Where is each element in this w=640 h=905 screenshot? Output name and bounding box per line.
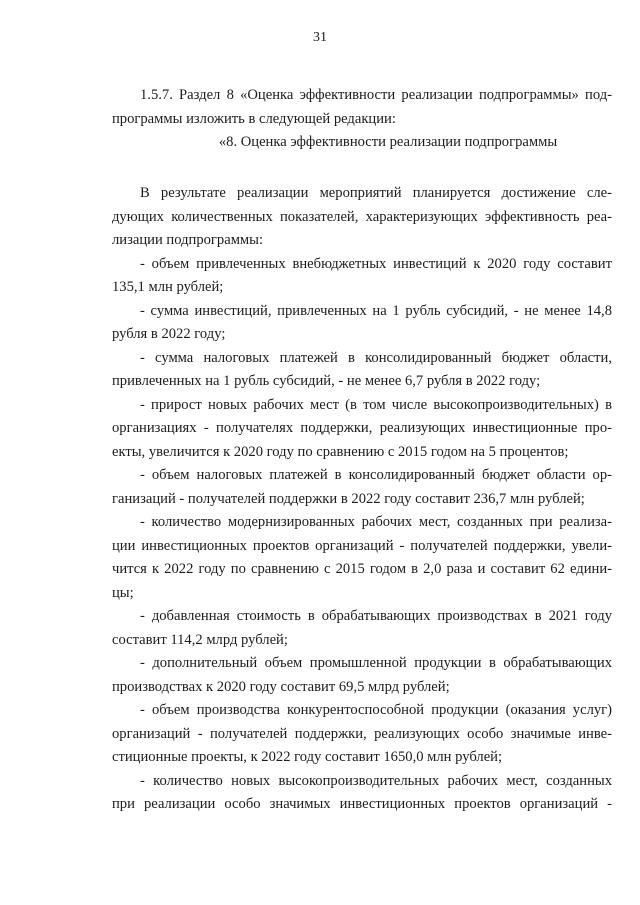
- list-item-line: - добавленная стоимость в обрабатывающих производствах в 2021 году: [140, 608, 612, 624]
- list-item-line: чится к 2022 году по сравнению с 2015 годом в 2,0 раза и составит 62 едини-: [112, 561, 612, 577]
- text-line: лизации подпрограммы:: [112, 232, 264, 248]
- list-item-line: организаций - получателей поддержки, реализующих особо значимые инве-: [112, 725, 612, 742]
- list-item-line: рубля в 2022 году;: [112, 326, 226, 342]
- list-item-line: составит 114,2 млрд рублей;: [112, 631, 288, 648]
- list-item-line: - прирост новых рабочих мест (в том числе высокопроизводительных) в: [140, 396, 612, 413]
- text-line: дующих количественных показателей, характеризующих эффективность реа-: [112, 208, 612, 225]
- list-item-line: екты, увеличится к 2020 году по сравнению с 2015 годом на 5 процентов;: [112, 443, 569, 460]
- list-item-line: - сумма налоговых платежей в консолидированный бюджет области,: [140, 349, 612, 366]
- list-item-line: - сумма инвестиций, привлеченных на 1 рубль субсидий, - не менее 14,8: [140, 302, 612, 319]
- text-line: программы изложить в следующей редакции:: [112, 110, 396, 127]
- text-line: 1.5.7. Раздел 8 «Оценка эффективности реализации подпрограммы» под-: [140, 87, 612, 103]
- list-item-line: 135,1 млн рублей;: [112, 279, 224, 295]
- list-item-line: - количество модернизированных рабочих мест, созданных при реализа-: [140, 514, 612, 530]
- list-item-line: - дополнительный объем промышленной продукции в обрабатывающих: [140, 655, 612, 671]
- section-heading: «8. Оценка эффективности реализации подпрограммы: [218, 134, 558, 150]
- list-item-line: стиционные проекты, к 2022 году составит 1650,0 млн рублей;: [112, 749, 503, 765]
- list-item-line: цы;: [112, 584, 134, 601]
- list-item-line: - объем производства конкурентоспособной продукции (оказания услуг): [140, 702, 612, 718]
- list-item-line: - количество новых высокопроизводительных рабочих мест, созданных: [140, 772, 612, 789]
- intro-paragraph: [112, 84, 612, 155]
- list-item-line: - объем налоговых платежей в консолидированный бюджет области ор-: [140, 467, 612, 483]
- list-item-line: организациях - получателях поддержки, реализующих инвестиционные про-: [112, 420, 612, 436]
- page-number: 31: [313, 30, 327, 45]
- list-item-line: ганизаций - получателей поддержки в 2022 году составит 236,7 млн рублей;: [112, 490, 585, 507]
- body-text: [112, 182, 612, 817]
- list-item-line: ции инвестиционных проектов организаций - получателей поддержки, увели-: [112, 537, 612, 554]
- list-item-line: производствах к 2020 году составит 69,5 млрд рублей;: [112, 678, 450, 695]
- list-item-line: при реализации особо значимых инвестиционных проектов организаций -: [112, 796, 612, 812]
- text-line: В результате реализации мероприятий планируется достижение сле-: [140, 185, 612, 201]
- list-item-line: привлеченных на 1 рубль субсидий, - не менее 6,7 рубля в 2022 году;: [112, 373, 541, 389]
- list-item-line: - объем привлеченных внебюджетных инвестиций к 2020 году составит: [140, 255, 612, 272]
